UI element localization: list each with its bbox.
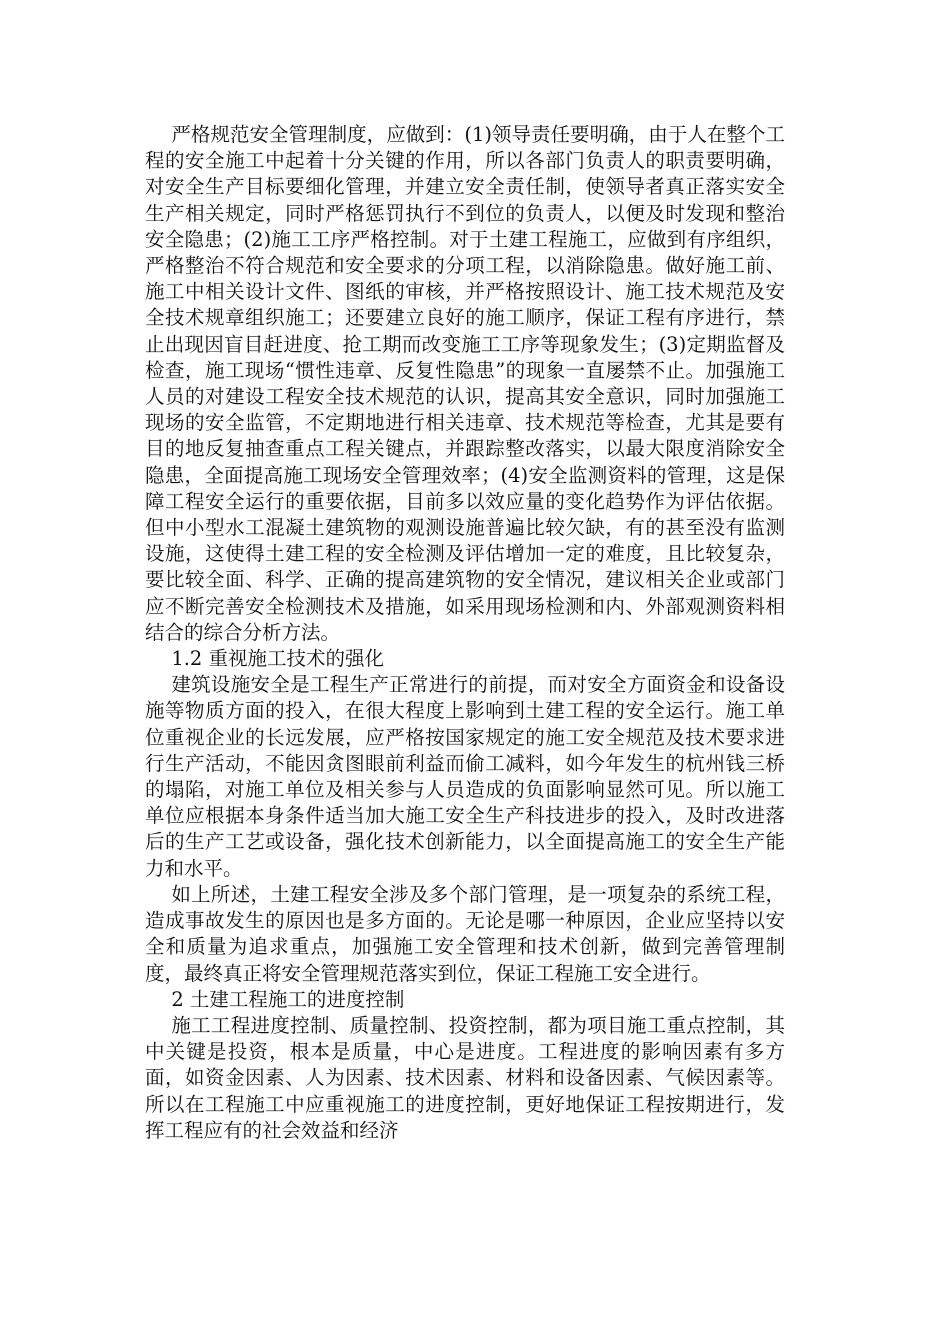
document-page (145, 122, 785, 1144)
body-paragraph: 如上所述，土建工程安全涉及多个部门管理，是一项复杂的系统工程，造成事故发生的原因也是多方面的。无论是哪一种原因，企业应坚持以安全和质量为追求重点，加强施工安全管理和技术创新，做到完善管理制度，最终真正将安全管理规范落实到位，保证工程施工安全进行。 (145, 882, 785, 985)
section-heading: 1.2 重视施工技术的强化 (171, 647, 385, 671)
section-heading: 2 土建工程施工的进度控制 (171, 987, 405, 1011)
body-paragraph: 严格规范安全管理制度，应做到：(1)领导责任要明确，由于人在整个工程的安全施工中起着十分关键的作用，所以各部门负责人的职责要明确，对安全生产目标要细化管理，并建立安全责任制，使领导者真正落实安全生产相关规定，同时严格惩罚执行不到位的负责人，以便及时发现和整治安全隐患；(2)施工工序严格控制。对于土建工程施工，应做到有序组织，严格整治不符合规范和安全要求的分项工程，以消除隐患。做好施工前、施工中相关设计文件、图纸的审核，并严格按照设计、施工技术规范及安全技术规章组织施工；还要建立良好的施工顺序，保证工程有序进行，禁止出现因盲目赶进度、抢工期而改变施工工序等现象发生；(3)定期监督及检查，施工现场“惯性违章、反复性隐患”的现象一直屡禁不止。加强施工人员的对建设工程安全技术规范的认识，提高其安全意识，同时加强施工现场的安全监管，不定期地进行相关违章、技术规范等检查，尤其是要有目的地反复抽查重点工程关键点，并跟踪整改落实，以最大限度消除安全隐患，全面提高施工现场安全管理效率；(4)安全监测资料的管理，这是保障工程安全运行的重要依据，目前多以效应量的变化趋势作为评估依据。但中小型水工混凝土建筑物的观测设施普遍比较欠缺，有的甚至没有监测设施，这使得土建工程的安全检测及评估增加一定的难度，且比较复杂，要比较全面、科学、正确的提高建筑物的安全情况，建议相关企业或部门应不断完善安全检测技术及措施，如采用现场检测和内、外部观测资料相结合的综合分析方法。 (145, 123, 785, 644)
body-paragraph: 施工工程进度控制、质量控制、投资控制，都为项目施工重点控制，其中关键是投资，根本是质量，中心是进度。工程进度的影响因素有多方面，如资金因素、人为因素、技术因素、材料和设备因素、气候因素等。所以在工程施工中应重视施工的进度控制，更好地保证工程按期进行，发挥工程应有的社会效益和经济 (145, 1013, 785, 1142)
body-paragraph: 建筑设施安全是工程生产正常进行的前提，而对安全方面资金和设备设施等物质方面的投入，在很大程度上影响到土建工程的安全运行。施工单位重视企业的长远发展，应严格按国家规定的施工安全规范及技术要求进行生产活动，不能因贪图眼前利益而偷工减料，如今年发生的杭州钱三桥的塌陷，对施工单位及相关参与人员造成的负面影响显然可见。所以施工单位应根据本身条件适当加大施工安全生产科技进步的投入，及时改进落后的生产工艺或设备，强化技术创新能力，以全面提高施工的安全生产能力和水平。 (145, 673, 785, 880)
